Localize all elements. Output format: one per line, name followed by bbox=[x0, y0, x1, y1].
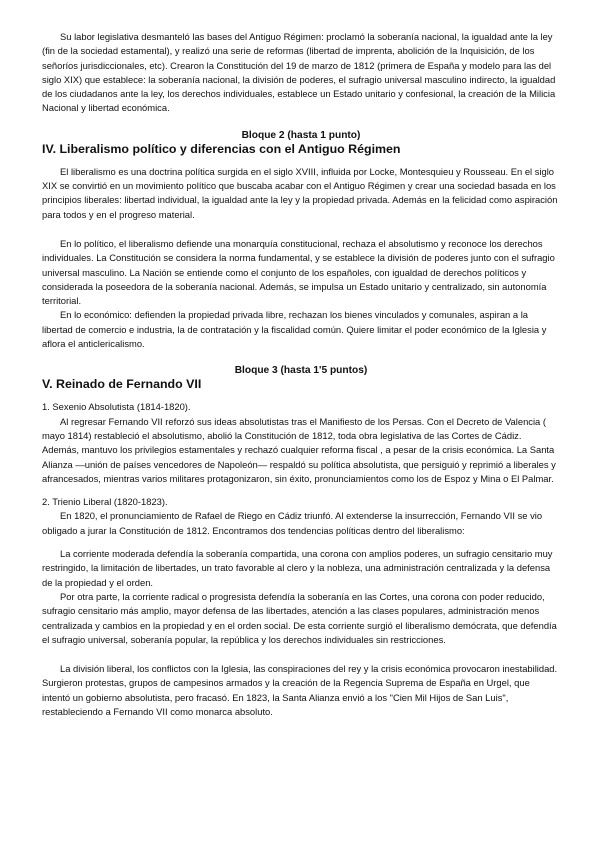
paragraph-liberalismo-politico: En lo político, el liberalismo defiende una monarquía constitucional, rechaza el absolutismo y reconoce los derechos individuales. La Constitución se considera la norma fundamental, y se establece la división de poderes junto con el sufragio universal masculino. La Nación se entiende como el conjunto de los españoles, con igualdad de derechos políticos y considerada la poseedora de la soberanía nacional. Además, se impulsa un Estado unitario y centralizado, sin autonomía territorial. bbox=[42, 237, 555, 307]
section-heading-fernando-vii: V. Reinado de Fernando VII bbox=[42, 377, 202, 392]
paragraph-liberalismo-definicion: El liberalismo es una doctrina política surgida en el siglo XVIII, influida por Locke, Montesquieu y Rousseau. En el siglo XIX se convirtió en un movimiento político que buscaba acabar con el Antiguo Régimen y crear una sociedad basada en los principios liberales: libertad individual, la igualdad ante la ley y la propiedad privada. Además en la felicidad como aspiración para todos y en el progreso material. bbox=[42, 165, 558, 220]
section-heading-liberalismo: IV. Liberalismo político y diferencias con el Antiguo Régimen bbox=[42, 141, 401, 156]
subsection-title-trienio: 2. Trienio Liberal (1820-1823). bbox=[42, 496, 168, 508]
paragraph-division-liberal: La división liberal, los conflictos con la Iglesia, las conspiraciones del rey y la crisis económica provocaron inestabilidad. Surgieron protestas, grupos de campesinos armados y la creación de la Regencia Suprema de España en Urgel, que intentó un gobierno absolutista, pero fracasó. En 1823, la Santa Alianza envió a los "Cien Mil Hijos de San Luis", restableciendo a Fernando VII como monarca absoluto. bbox=[42, 663, 558, 717]
intro-paragraph: Su labor legislativa desmanteló las bases del Antiguo Régimen: proclamó la soberanía nacional, la igualdad ante la ley (fin de la sociedad estamental), y realizó una serie de reformas (libertad de imprenta, abolición de la Inquisición, de los señoríos jurisdiccionales, etc). Crearon la Constitución del 19 de marzo de 1812 (primera de España y modelo para las del siglo XIX) que establece: la soberanía nacional, la división de poderes, el sufragio universal masculino indirecto, la igualdad de los ciudadanos ante la ley, los derechos individuales, establece un Estado unitario y confesional, la creación de la Milicia Nacional y libertad económica. bbox=[42, 31, 556, 114]
paragraph-corriente-radical: Por otra parte, la corriente radical o progresista defendía la soberanía en las Cortes, una corona con poder reducido, sufragio censitario más amplio, mayor defensa de las libertades, atención a las clases populares, administración menos centralizada y cambios en la propiedad y en el orden social. De esta corriente surgió el liberalismo demócrata, que defendía el sufragio universal, soberanía popular, la república y los derechos individuales sin restricciones. bbox=[42, 590, 557, 645]
subsection-title-sexenio: 1. Sexenio Absolutista (1814-1820). bbox=[42, 401, 191, 413]
paragraph-liberalismo-economico: En lo económico: defienden la propiedad privada libre, rechazan los bienes vinculados y comunales, aspiran a la libertad de comercio e industria, la de contratación y la fiscalidad común. Quiere limitar el poder económico de la Iglesia y aflora el anticlericalismo. bbox=[42, 309, 547, 350]
document-page bbox=[42, 30, 560, 719]
paragraph-sexenio: Al regresar Fernando VII reforzó sus ideas absolutistas tras el Manifiesto de los Persas. Con el Decreto de Valencia ( mayo 1814) restableció el absolutismo, abolió la Constitución de 1812, toda obra legislativa de las Cortes de Cádiz. Además, mantuvo los privilegios estamentales y rechazó cualquier reforma fiscal , a pesar de la crisis económica. La Santa Alianza —unión de países vencedores de Napoleón— respaldó su política absolutista, que persiguió y reprimió a liberales y afrancesados, mientras varios militares protagonizaron, sin éxito, pronunciamientos como los de Espoz y Mina o El Palmar. bbox=[42, 415, 556, 484]
bloque-2-label: Bloque 2 (hasta 1 punto) bbox=[241, 129, 361, 141]
bloque-3-label: Bloque 3 (hasta 1'5 puntos) bbox=[234, 365, 368, 377]
paragraph-trienio: En 1820, el pronunciamiento de Rafael de Riego en Cádiz triunfó. Al extenderse la insurrección, Fernando VII se vio obligado a jurar la Constitución de 1812. Encontramos dos tendencias políticas dentro del liberalismo: bbox=[42, 510, 543, 536]
paragraph-corriente-moderada: La corriente moderada defendía la soberanía compartida, una corona con amplios poderes, un sufragio censitario muy restringido, la limitación de libertades, un trato favorable al clero y la nobleza, una administración centralizada y la defensa de la propiedad y el orden. bbox=[42, 548, 553, 588]
